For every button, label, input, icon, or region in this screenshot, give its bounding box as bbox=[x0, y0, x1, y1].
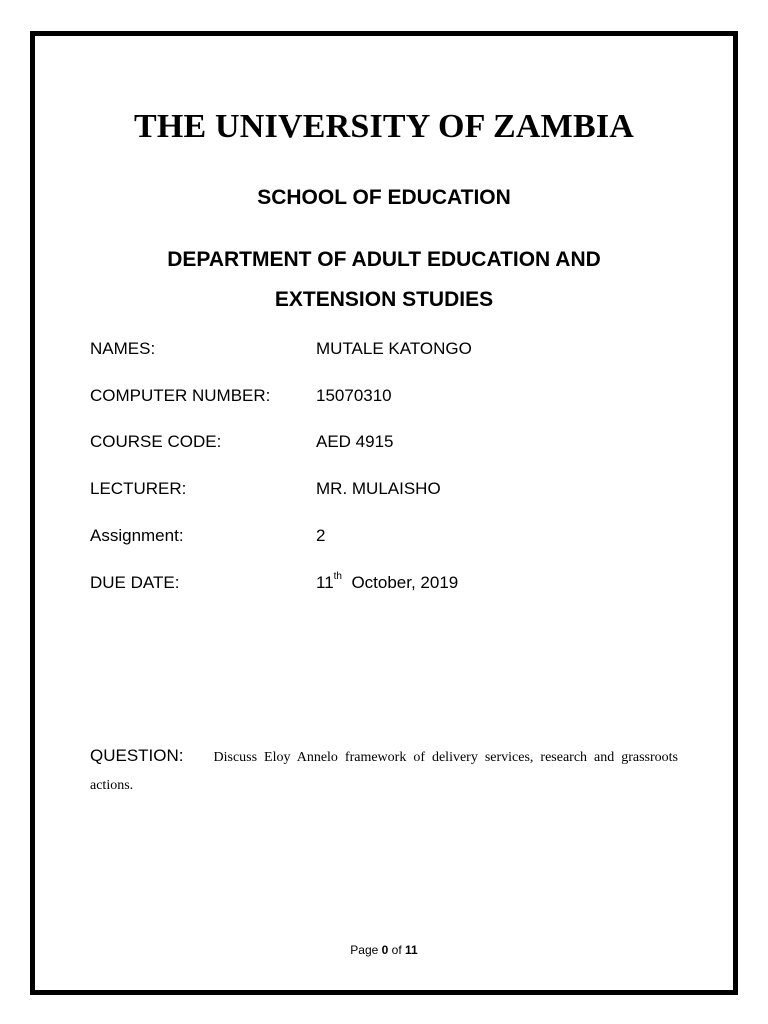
due-date-day: 11 bbox=[316, 573, 334, 592]
due-date-suffix: th bbox=[333, 571, 342, 583]
school-title: SCHOOL OF EDUCATION bbox=[257, 186, 511, 209]
course-code-value: AED 4915 bbox=[316, 432, 394, 451]
lecturer-value: MR. MULAISHO bbox=[316, 479, 441, 498]
assignment-label: Assignment: bbox=[90, 526, 184, 545]
department-title bbox=[0, 240, 768, 320]
footer-of-word: of bbox=[391, 943, 402, 957]
page-number-footer bbox=[0, 943, 768, 957]
page-border bbox=[30, 31, 738, 995]
course-code-label: COURSE CODE: bbox=[90, 432, 222, 451]
question-label: QUESTION: bbox=[90, 746, 184, 765]
department-line-1: DEPARTMENT OF ADULT EDUCATION AND bbox=[167, 248, 601, 271]
due-date-value bbox=[316, 573, 458, 593]
lecturer-label: LECTURER: bbox=[90, 479, 187, 498]
computer-number-label: COMPUTER NUMBER: bbox=[90, 386, 271, 405]
department-line-2: EXTENSION STUDIES bbox=[274, 288, 494, 311]
university-title: THE UNIVERSITY OF ZAMBIA bbox=[133, 108, 635, 145]
question-block bbox=[90, 742, 678, 800]
question-text: Discuss Eloy Annelo framework of delivery services, research and grassroots actions. bbox=[90, 750, 678, 793]
due-date-label: DUE DATE: bbox=[90, 573, 180, 592]
assignment-value: 2 bbox=[316, 526, 326, 545]
names-value: MUTALE KATONGO bbox=[316, 339, 472, 358]
footer-page-word: Page bbox=[350, 943, 379, 957]
due-date-rest: October, 2019 bbox=[351, 573, 459, 592]
footer-current-page: 0 bbox=[381, 943, 389, 957]
names-label: NAMES: bbox=[90, 339, 156, 358]
computer-number-value: 15070310 bbox=[316, 386, 392, 405]
footer-total-pages: 11 bbox=[405, 943, 418, 957]
